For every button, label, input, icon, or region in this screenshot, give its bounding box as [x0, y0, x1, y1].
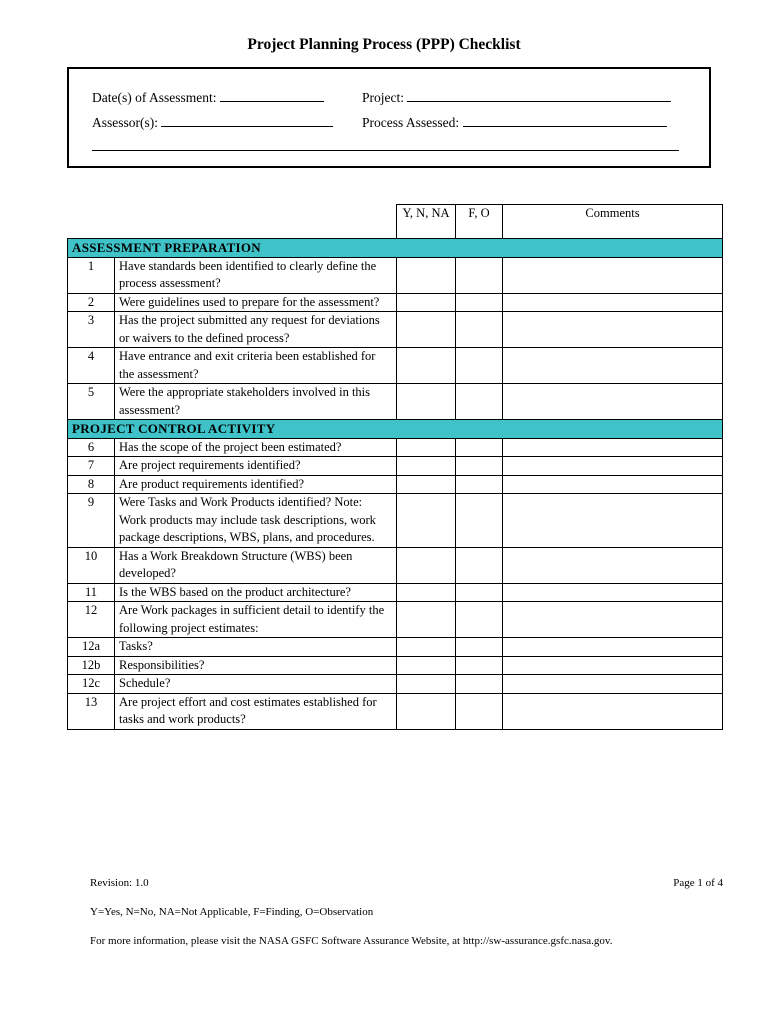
- ynna-cell[interactable]: [397, 494, 456, 548]
- fo-cell[interactable]: [456, 457, 503, 476]
- dates-label: Date(s) of Assessment:: [92, 90, 217, 105]
- item-question: Were the appropriate stakeholders involved in this assessment?: [115, 384, 397, 420]
- table-row: [68, 293, 723, 312]
- fo-cell[interactable]: [456, 312, 503, 348]
- comments-cell[interactable]: [503, 475, 723, 494]
- item-question: Are project effort and cost estimates established for tasks and work products?: [115, 693, 397, 729]
- item-number: 1: [68, 257, 115, 293]
- section-title: ASSESSMENT PREPARATION: [68, 239, 723, 258]
- comments-cell[interactable]: [503, 293, 723, 312]
- fo-cell[interactable]: [456, 602, 503, 638]
- blank-header-cell: [68, 205, 397, 239]
- page-number: Page 1 of 4: [673, 877, 723, 889]
- comments-cell[interactable]: [503, 384, 723, 420]
- table-row: [68, 312, 723, 348]
- fo-cell[interactable]: [456, 348, 503, 384]
- header-ynna: Y, N, NA: [397, 205, 456, 239]
- item-question: Are product requirements identified?: [115, 475, 397, 494]
- table-row: [68, 693, 723, 729]
- item-question: Has the project submitted any request for deviations or waivers to the defined process?: [115, 312, 397, 348]
- item-question: Were guidelines used to prepare for the assessment?: [115, 293, 397, 312]
- item-question: Responsibilities?: [115, 656, 397, 675]
- section-header-row: [68, 420, 723, 439]
- item-question: Are project requirements identified?: [115, 457, 397, 476]
- comments-cell[interactable]: [503, 693, 723, 729]
- table-row: [68, 257, 723, 293]
- ynna-cell[interactable]: [397, 384, 456, 420]
- item-question: Is the WBS based on the product architecture?: [115, 583, 397, 602]
- item-number: 9: [68, 494, 115, 548]
- item-number: 13: [68, 693, 115, 729]
- item-number: 8: [68, 475, 115, 494]
- item-number: 10: [68, 547, 115, 583]
- fo-cell[interactable]: [456, 675, 503, 694]
- process-label: Process Assessed:: [362, 115, 460, 130]
- fo-cell[interactable]: [456, 438, 503, 457]
- table-row: [68, 656, 723, 675]
- ynna-cell[interactable]: [397, 547, 456, 583]
- assessment-info-box: [67, 67, 711, 168]
- page-title: Project Planning Process (PPP) Checklist: [247, 36, 521, 53]
- fo-cell[interactable]: [456, 475, 503, 494]
- item-question: Has a Work Breakdown Structure (WBS) been developed?: [115, 547, 397, 583]
- dates-field: [92, 87, 324, 106]
- project-label: Project:: [362, 90, 404, 105]
- process-field: [362, 112, 667, 131]
- ynna-cell[interactable]: [397, 602, 456, 638]
- item-number: 12c: [68, 675, 115, 694]
- comments-cell[interactable]: [503, 312, 723, 348]
- ynna-cell[interactable]: [397, 293, 456, 312]
- item-question: Have standards been identified to clearly define the process assessment?: [115, 257, 397, 293]
- item-question: Are Work packages in sufficient detail to identify the following project estimates:: [115, 602, 397, 638]
- item-question: Were Tasks and Work Products identified? Note: Work products may include task descriptions, work package descriptions, WBS, plans, and procedures.: [115, 494, 397, 548]
- fo-cell[interactable]: [456, 583, 503, 602]
- project-input-line[interactable]: [407, 87, 671, 102]
- project-field: [362, 87, 671, 106]
- ynna-cell[interactable]: [397, 312, 456, 348]
- table-row: [68, 583, 723, 602]
- item-number: 12a: [68, 638, 115, 657]
- ynna-cell[interactable]: [397, 675, 456, 694]
- item-number: 7: [68, 457, 115, 476]
- section-title: PROJECT CONTROL ACTIVITY: [68, 420, 723, 439]
- header-fo: F, O: [456, 205, 503, 239]
- ynna-cell[interactable]: [397, 438, 456, 457]
- table-row: [68, 438, 723, 457]
- item-question: Have entrance and exit criteria been established for the assessment?: [115, 348, 397, 384]
- comments-cell[interactable]: [503, 348, 723, 384]
- item-number: 12: [68, 602, 115, 638]
- more-info-text: For more information, please visit the NASA GSFC Software Assurance Website, at http://sw-assurance.gsfc.nasa.gov.: [90, 935, 613, 947]
- fo-cell[interactable]: [456, 293, 503, 312]
- item-question: Has the scope of the project been estimated?: [115, 438, 397, 457]
- process-input-line[interactable]: [463, 112, 667, 127]
- table-row: [68, 675, 723, 694]
- fo-cell[interactable]: [456, 384, 503, 420]
- comments-cell[interactable]: [503, 675, 723, 694]
- comments-cell[interactable]: [503, 638, 723, 657]
- ynna-cell[interactable]: [397, 457, 456, 476]
- header-comments: Comments: [503, 205, 723, 239]
- item-number: 11: [68, 583, 115, 602]
- legend-text: Y=Yes, N=No, NA=Not Applicable, F=Finding, O=Observation: [90, 906, 374, 918]
- assessors-field: [92, 112, 333, 131]
- table-header-row: [68, 205, 723, 239]
- assessors-label: Assessor(s):: [92, 115, 158, 130]
- section-header-row: [68, 239, 723, 258]
- fo-cell[interactable]: [456, 656, 503, 675]
- fo-cell[interactable]: [456, 257, 503, 293]
- fo-cell[interactable]: [456, 638, 503, 657]
- dates-input-line[interactable]: [220, 87, 324, 102]
- item-number: 5: [68, 384, 115, 420]
- table-row: [68, 494, 723, 548]
- comments-cell[interactable]: [503, 257, 723, 293]
- assessors-input-line[interactable]: [161, 112, 333, 127]
- ynna-cell[interactable]: [397, 257, 456, 293]
- table-row: [68, 547, 723, 583]
- item-number: 4: [68, 348, 115, 384]
- checklist-table: [67, 204, 723, 730]
- fo-cell[interactable]: [456, 547, 503, 583]
- comments-cell[interactable]: [503, 547, 723, 583]
- comments-cell[interactable]: [503, 494, 723, 548]
- item-number: 2: [68, 293, 115, 312]
- ynna-cell[interactable]: [397, 638, 456, 657]
- ynna-cell[interactable]: [397, 348, 456, 384]
- table-row: [68, 348, 723, 384]
- ynna-cell[interactable]: [397, 693, 456, 729]
- notes-input-line[interactable]: [92, 150, 679, 151]
- table-row: [68, 384, 723, 420]
- table-row: [68, 457, 723, 476]
- item-question: Schedule?: [115, 675, 397, 694]
- comments-cell[interactable]: [503, 656, 723, 675]
- fo-cell[interactable]: [456, 494, 503, 548]
- table-row: [68, 602, 723, 638]
- item-number: 12b: [68, 656, 115, 675]
- table-row: [68, 638, 723, 657]
- item-number: 6: [68, 438, 115, 457]
- comments-cell[interactable]: [503, 583, 723, 602]
- item-question: Tasks?: [115, 638, 397, 657]
- revision-text: Revision: 1.0: [90, 877, 149, 889]
- ynna-cell[interactable]: [397, 583, 456, 602]
- item-number: 3: [68, 312, 115, 348]
- comments-cell[interactable]: [503, 602, 723, 638]
- table-row: [68, 475, 723, 494]
- comments-cell[interactable]: [503, 457, 723, 476]
- ynna-cell[interactable]: [397, 656, 456, 675]
- fo-cell[interactable]: [456, 693, 503, 729]
- ynna-cell[interactable]: [397, 475, 456, 494]
- comments-cell[interactable]: [503, 438, 723, 457]
